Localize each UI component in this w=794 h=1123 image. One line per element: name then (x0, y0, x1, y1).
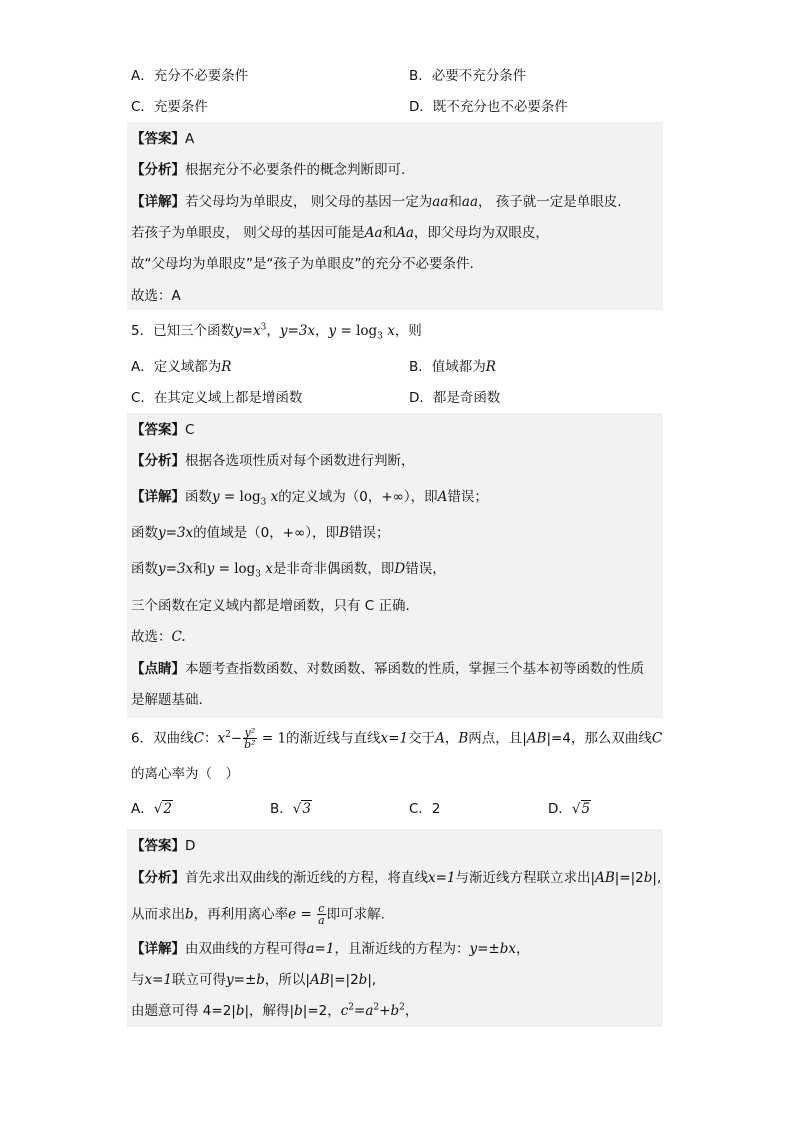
math-var: A (435, 730, 445, 747)
math-var: AB (309, 972, 330, 988)
text: 从而求出 (131, 906, 185, 923)
text: |=2， (302, 1003, 341, 1019)
answer-value: C (185, 422, 195, 438)
text: 函数 (131, 561, 158, 577)
math-var: y (328, 323, 337, 339)
text: ， (266, 323, 280, 339)
text: ， (315, 323, 329, 339)
math-expr: a=1 (306, 941, 335, 957)
text: 首先求出双曲线的渐近线的方程，将直线 (185, 870, 428, 886)
math-var: b (185, 906, 194, 923)
text: 和 (193, 561, 207, 577)
math-var: Aa (364, 225, 383, 241)
math-var: a (365, 1003, 374, 1019)
text: |, (652, 870, 662, 886)
q6-analysis-line-2 (131, 903, 385, 926)
math-var: x (266, 489, 279, 505)
text: 若孩子为单眼皮， 则父母的基因可能是 (131, 225, 365, 241)
radicand: 3 (302, 801, 311, 817)
math-text: = log (214, 561, 256, 577)
q6-analysis-line-1 (131, 869, 661, 887)
math-text: = log (336, 323, 378, 339)
comment-tag: 【点睛】 (131, 661, 185, 677)
q6-option-c: C．2 (409, 801, 441, 817)
math-exp: 2 (373, 1002, 380, 1013)
text: 错误； (447, 489, 488, 505)
math-var: x (382, 323, 395, 339)
text: 错误； (348, 525, 390, 541)
math-var: AB (595, 870, 615, 886)
text: |=4，那么双曲线 (546, 730, 652, 747)
text: 5．已知三个函数 (131, 323, 235, 339)
text: 和 (448, 194, 462, 210)
text: 是非奇非偶函数，即 (272, 561, 395, 577)
math-var: AB (526, 730, 547, 747)
q5-comment-line-2: 是解题基础. (131, 692, 203, 708)
sqrt-5: √5 (571, 801, 591, 817)
text: |，解得| (244, 1003, 295, 1019)
text: 若父母均为单眼皮， 则父母的基因一定为 (185, 194, 433, 210)
math-var: Aa (396, 225, 414, 241)
math-var: y (212, 489, 220, 505)
text: 与 (131, 972, 145, 988)
q5-option-c: C．在其定义域上都是增函数 (131, 390, 303, 406)
math-text: = (296, 906, 317, 923)
fraction-denominator: a (318, 914, 325, 927)
math-expr: x=1 (428, 870, 456, 886)
q5-comment-line-1 (131, 660, 644, 678)
text: 错误， (405, 561, 446, 577)
math-op: = (354, 1003, 366, 1019)
text: D． (548, 801, 572, 817)
text: A． (131, 801, 154, 817)
text: ，且渐近线的方程为： (334, 941, 470, 957)
math-expr: y=x (234, 323, 261, 339)
math-var: D (394, 561, 406, 577)
text: 两点，且| (468, 730, 527, 747)
math-var: b (235, 1003, 245, 1019)
q6-answer (131, 837, 195, 855)
text: 的值域是（0，+∞），即 (193, 525, 340, 541)
q4-option-c: C．充要条件 (131, 99, 208, 115)
q4-option-d: D．既不充分也不必要条件 (409, 99, 568, 115)
math-var: b (643, 870, 653, 886)
math-var: b (358, 972, 368, 988)
text: B．值域都为 (409, 359, 486, 375)
text: 和 (382, 225, 397, 241)
q5-detail-line-4: 三个函数在定义域内都是增函数，只有 C 正确. (131, 598, 410, 614)
text: ，所以| (264, 972, 310, 988)
fraction-denominator: b² (244, 738, 256, 751)
q5-option-b (409, 358, 496, 376)
q6-detail-line-3 (131, 1002, 418, 1020)
math-var: x (217, 730, 226, 747)
text: ，则 (394, 323, 422, 339)
math-text: = log (219, 489, 261, 505)
answer-tag: 【答案】 (131, 131, 185, 147)
text: 的定义域为（0，+∞），即 (278, 489, 438, 505)
math-var: B (339, 525, 349, 541)
q6-solution-block (127, 829, 663, 1027)
q6-option-d (548, 800, 591, 818)
answer-value: A (185, 131, 195, 147)
fraction-numerator: y² (244, 726, 256, 739)
math-var: C (193, 730, 204, 747)
math-exp: 2 (225, 730, 231, 740)
math-exp: 3 (260, 322, 267, 333)
q6-detail-line-2 (131, 971, 376, 989)
q4-choice: 故选：A (131, 288, 181, 304)
math-var: aa (461, 194, 479, 210)
sqrt-3: √3 (292, 801, 311, 817)
text: B． (270, 801, 293, 817)
math-sub: 3 (255, 569, 262, 580)
text: 的渐近线与直线 (286, 730, 381, 747)
q6-option-b (270, 800, 312, 818)
text: |=|2 (329, 972, 359, 988)
q5-solution-block (127, 413, 663, 718)
text: ，即父母均为双眼皮， (413, 225, 549, 241)
math-expr: y=3x (158, 561, 194, 577)
q4-answer (131, 130, 194, 148)
math-expr: x=1 (144, 972, 173, 988)
math-sub: 3 (377, 331, 383, 342)
q4-solution-block (127, 122, 663, 310)
math-var: A (437, 489, 448, 505)
math-exp: 2 (399, 1002, 405, 1013)
text: ，再利用离心率 (193, 906, 289, 923)
math-var: b (390, 1003, 400, 1019)
math-expr: y=3x (158, 525, 194, 541)
analysis-text: 根据充分不必要条件的概念判断即可. (185, 162, 406, 178)
text: ， 孩子就一定是单眼皮. (478, 194, 622, 210)
analysis-tag: 【分析】 (131, 453, 185, 469)
q5-analysis (131, 452, 415, 470)
q5-detail-line-1 (131, 488, 488, 506)
math-sub: 3 (260, 497, 267, 508)
q6-detail-line-1 (131, 940, 529, 958)
q6-stem-line-2: 的离心率为（ ） (131, 766, 239, 782)
text: A．定义域都为 (131, 359, 222, 375)
text: ： (203, 730, 218, 747)
math-var: B (458, 730, 469, 747)
analysis-tag: 【分析】 (131, 162, 185, 178)
fraction-y2-over-b2 (243, 727, 256, 750)
text: 交于 (408, 730, 436, 747)
analysis-text: 根据各选项性质对每个函数进行判断， (185, 453, 415, 469)
q6-stem-line-1 (131, 727, 662, 750)
text: ， (444, 730, 459, 747)
fraction-numerator: c (318, 902, 325, 915)
math-var: c (340, 1003, 349, 1019)
math-expr: y=±bx (469, 941, 516, 957)
q4-option-a: A．充分不必要条件 (131, 68, 249, 84)
math-exp: 2 (348, 1002, 355, 1013)
q5-stem (131, 322, 422, 340)
analysis-tag: 【分析】 (131, 870, 185, 886)
text: 故选： (131, 629, 172, 645)
math-var: C (651, 730, 663, 747)
math-var: b (294, 1003, 303, 1019)
text: 由题意可得 4=2| (131, 1003, 236, 1019)
text: 函数 (185, 489, 212, 505)
q5-choice (131, 628, 186, 646)
math-var: C. (171, 629, 186, 645)
text: 即可求解. (326, 906, 385, 923)
text: 与渐近线方程联立求出| (455, 870, 596, 886)
detail-tag: 【详解】 (131, 941, 185, 957)
text: 由双曲线的方程可得 (185, 941, 307, 957)
answer-tag: 【答案】 (131, 422, 185, 438)
detail-tag: 【详解】 (131, 489, 185, 505)
math-var: y (206, 561, 215, 577)
radicand: 5 (581, 801, 591, 817)
text: 6．双曲线 (131, 730, 194, 747)
answer-tag: 【答案】 (131, 838, 185, 854)
text: 联立可得 (172, 972, 227, 988)
math-op: − (230, 730, 243, 747)
math-var: x (261, 561, 273, 577)
math-var: e (288, 906, 297, 923)
q4-detail-line-1 (131, 193, 622, 211)
math-expr: y=±b (226, 972, 265, 988)
detail-tag: 【详解】 (131, 194, 185, 210)
q4-detail-line-3: 故“父母均为单眼皮”是“孩子为单眼皮”的充分不必要条件. (131, 256, 474, 272)
math-op: + (379, 1003, 391, 1019)
radicand: 2 (163, 801, 172, 817)
answer-value: D (185, 838, 196, 854)
math-var: R (221, 359, 232, 375)
q5-option-a (131, 358, 231, 376)
text: 函数 (131, 525, 158, 541)
text: 本题考查指数函数、对数函数、幂函数的性质，掌握三个基本初等函数的性质 (185, 661, 644, 677)
math-expr: y=3x (279, 323, 316, 339)
text: |, (367, 972, 377, 988)
math-var: R (485, 359, 496, 375)
text: ， (515, 941, 530, 957)
q4-option-b: B．必要不充分条件 (409, 68, 527, 84)
q5-answer (131, 421, 194, 439)
q5-detail-line-2 (131, 524, 389, 542)
text: ， (404, 1003, 419, 1019)
math-expr: x=1 (380, 730, 409, 747)
q4-analysis (131, 161, 405, 179)
math-var: aa (432, 194, 449, 210)
q5-detail-line-3 (131, 560, 446, 578)
q5-option-d: D．都是奇函数 (409, 390, 501, 406)
fraction-c-over-a (317, 903, 326, 926)
text: |=|2 (614, 870, 644, 886)
sqrt-2: √2 (153, 801, 172, 817)
q4-detail-line-2 (131, 224, 549, 242)
q6-option-a (131, 800, 173, 818)
math-text: = 1 (257, 730, 287, 747)
